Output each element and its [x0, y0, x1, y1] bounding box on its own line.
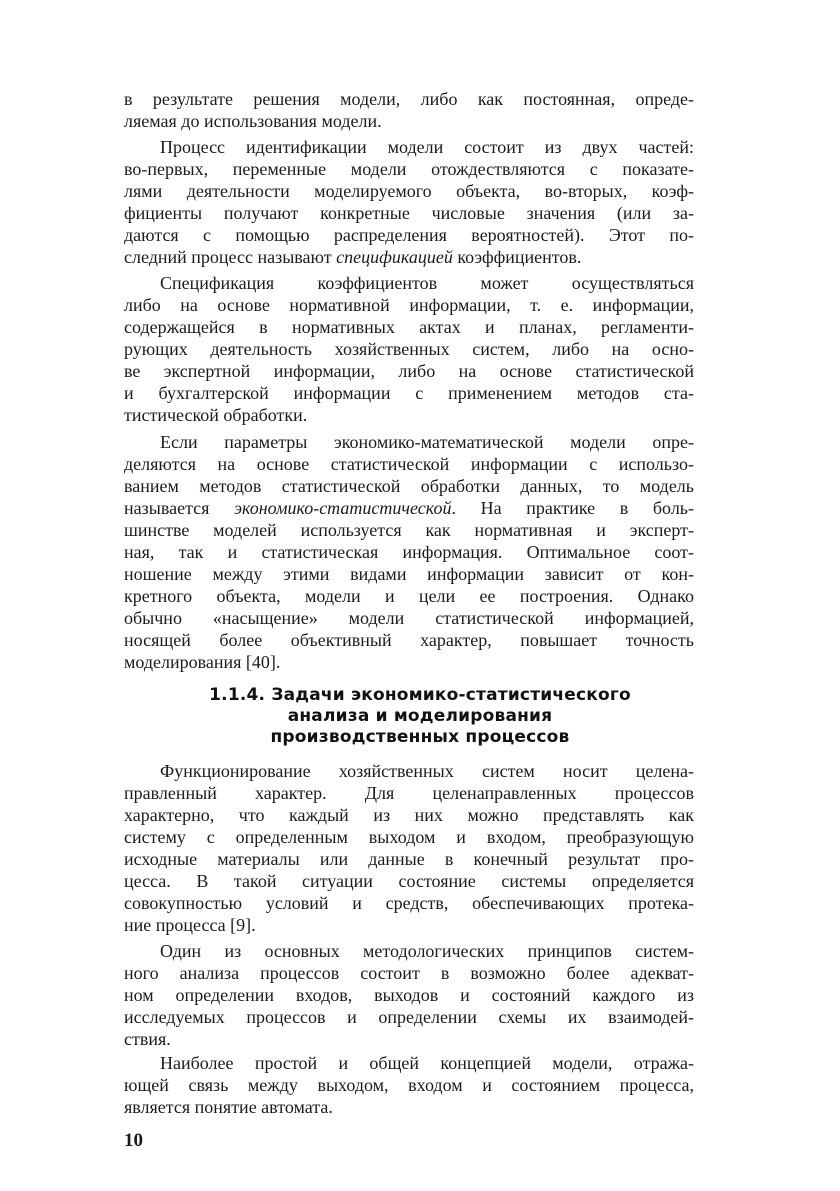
italic-term: спецификацией	[336, 247, 453, 267]
text-line: либо на основе нормативной информации, т. е. информации,	[124, 295, 694, 315]
text-line: называется экономико-статистической. На практике в боль-	[124, 498, 694, 518]
text-line: моделирования [40].	[124, 652, 281, 672]
page-number: 10	[124, 1130, 143, 1151]
text-line: следний процесс называют спецификацией коэффициентов.	[124, 247, 582, 267]
text-line: ная, так и статистическая информация. Оптимальное соот-	[124, 542, 694, 562]
text-line: даются с помощью распределения вероятностей). Этот по-	[124, 225, 694, 245]
text-line: ние процесса [9].	[124, 915, 256, 935]
text-line: правленный характер. Для целенаправленных процессов	[124, 783, 694, 803]
text-line: кретного объекта, модели и цели ее построения. Однако	[124, 586, 694, 606]
text-line: лями деятельности моделируемого объекта, во-вторых, коэф-	[124, 181, 694, 201]
text-line: исходные материалы или данные в конечный результат про-	[124, 849, 694, 869]
italic-term: экономико-статистической	[234, 498, 452, 518]
text-line: систему с определенным выходом и входом, преобразующую	[124, 827, 694, 847]
text-line: Если параметры экономико-математической модели опре-	[160, 432, 694, 452]
text-line: совокупностью условий и средств, обеспечивающих протека-	[124, 893, 694, 913]
text-line: Один из основных методологических принципов систем-	[160, 941, 694, 961]
text-line: Спецификация коэффициентов может осуществляться	[160, 273, 694, 293]
text-line: рующих деятельность хозяйственных систем, либо на осно-	[124, 339, 694, 359]
text-line: является понятие автомата.	[124, 1097, 333, 1117]
text-line: в результате решения модели, либо как постоянная, опреде-	[124, 89, 694, 109]
text-line: ющей связь между выходом, входом и состоянием процесса,	[124, 1075, 694, 1095]
section-heading: 1.1.4. Задачи экономико-статистического	[209, 685, 631, 705]
text-line: фициенты получают конкретные числовые значения (или за-	[124, 203, 694, 223]
text-line: ношение между этими видами информации зависит от кон-	[124, 564, 694, 584]
text-line: шинстве моделей используется как нормативная и эксперт-	[124, 520, 694, 540]
text-line: ного анализа процессов состоит в возможно более адекват-	[124, 963, 694, 983]
text-line: Процесс идентификации модели состоит из двух частей:	[160, 137, 694, 157]
text-line: ве экспертной информации, либо на основе статистической	[124, 361, 694, 381]
text-line: во-первых, переменные модели отождествляются с показате-	[124, 159, 694, 179]
text-line: обычно «насыщение» модели статистической информацией,	[124, 608, 694, 628]
text-line: ванием методов статистической обработки данных, то модель	[124, 476, 694, 496]
text-line: и бухгалтерской информации с применением методов ста-	[124, 383, 694, 403]
text-line: Функционирование хозяйственных систем носит целена-	[160, 761, 694, 781]
text-line: исследуемых процессов и определении схемы их взаимодей-	[124, 1007, 694, 1027]
text-line: тистической обработки.	[124, 405, 308, 425]
text-line: характерно, что каждый из них можно представлять как	[124, 805, 694, 825]
text-line: цесса. В такой ситуации состояние системы определяется	[124, 871, 694, 891]
text-line: содержащейся в нормативных актах и планах, регламенти-	[124, 317, 694, 337]
section-heading: анализа и моделирования	[287, 706, 553, 726]
text-line: Наиболее простой и общей концепцией модели, отража-	[160, 1053, 694, 1073]
text-line: носящей более объективный характер, повышает точность	[124, 630, 694, 650]
text-line: ствия.	[124, 1029, 171, 1049]
text-line: деляются на основе статистической информации с использо-	[124, 454, 694, 474]
section-heading: производственных процессов	[270, 727, 570, 747]
text-line: ном определении входов, выходов и состояний каждого из	[124, 985, 694, 1005]
text-line: ляемая до использования модели.	[124, 111, 382, 131]
